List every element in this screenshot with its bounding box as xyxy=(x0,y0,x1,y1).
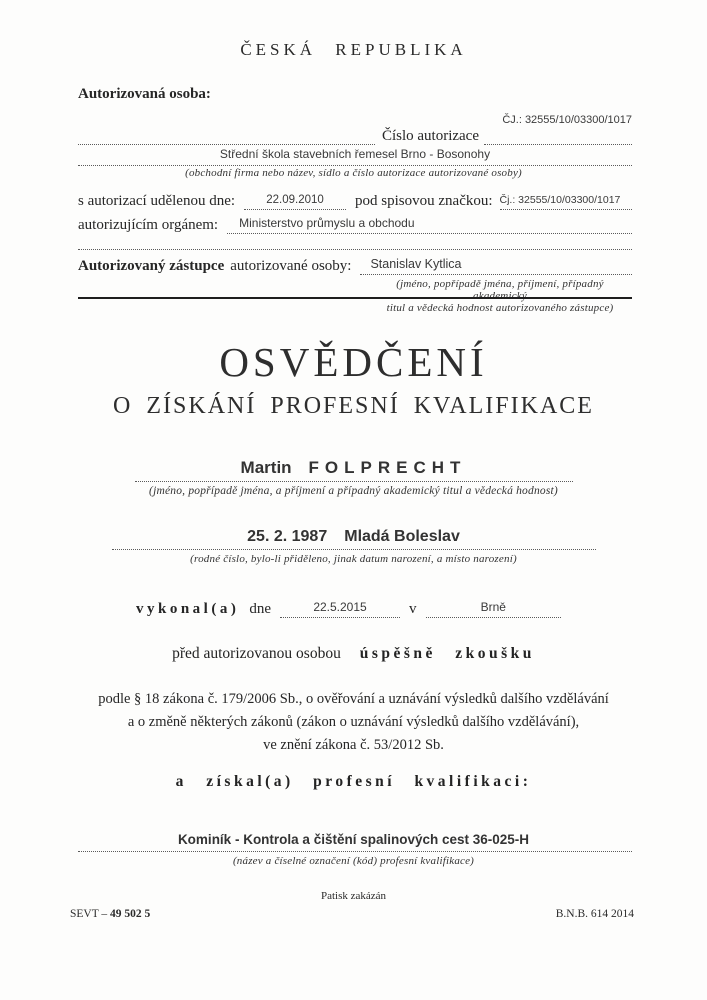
reference-number-top: ČJ.: 32555/10/03300/1017 xyxy=(502,114,632,126)
representative-note-line1: (jméno, popřípadě jména, příjmení, případný akademický xyxy=(396,278,604,302)
representative-label-bold: Autorizovaný zástupce xyxy=(78,258,225,274)
sevt-number: 49 502 5 xyxy=(110,908,151,920)
birth-place: Mladá Boleslav xyxy=(344,528,460,545)
granted-row xyxy=(78,190,632,210)
representative-label-rest: autorizované osoby: xyxy=(230,258,352,274)
file-ref-field xyxy=(500,190,632,210)
authorization-number-row xyxy=(78,128,632,145)
qualification-note: (název a číselné označení (kód) profesní kvalifikace) xyxy=(232,855,475,867)
representative-note xyxy=(368,278,632,314)
footer-form-code xyxy=(70,908,150,920)
legal-line2: a o změně některých zákonů (zákon o uznávání výsledků dalšího vzdělávání), xyxy=(127,714,580,730)
legal-line3: ve znění zákona č. 53/2012 Sb. xyxy=(263,737,444,753)
authority-field xyxy=(227,214,632,234)
exam-result: úspěšně zkoušku xyxy=(359,645,535,662)
exam-place: Brně xyxy=(480,600,506,614)
file-ref-value: Čj.: 32555/10/03300/1017 xyxy=(499,194,621,206)
exam-place-field xyxy=(426,598,561,618)
organization-name-field xyxy=(78,145,632,166)
holder-first-name: Martin xyxy=(240,458,292,477)
granted-date: 22.09.2010 xyxy=(266,194,324,206)
granted-date-field xyxy=(244,190,346,210)
dne-label: dne xyxy=(249,601,272,617)
exam-date-field xyxy=(280,598,400,618)
organization-name: Střední škola stavebních řemesel Brno - Bosonohy xyxy=(219,147,491,161)
representative-name: Stanislav Kytlica xyxy=(370,257,462,271)
gained-qualification-label: a získal(a) profesní kvalifikaci: xyxy=(175,773,532,790)
no-reprint-notice: Patisk zakázán xyxy=(320,890,387,902)
representative-name-field xyxy=(360,255,632,275)
exam-row xyxy=(136,598,561,618)
holder-last-name: FOLPRECHT xyxy=(308,458,467,477)
birth-date: 25. 2. 1987 xyxy=(247,528,328,545)
representative-row xyxy=(78,255,632,275)
authority-value: Ministerstvo průmyslu a obchodu xyxy=(239,216,415,230)
main-title: OSVĚDČENÍ xyxy=(219,339,488,385)
granted-label: s autorizací udělenou dne: xyxy=(78,193,236,209)
authority-label: autorizujícím orgánem: xyxy=(78,217,219,233)
legal-line1: podle § 18 zákona č. 179/2006 Sb., o ověřování a uznávání výsledků dalšího vzdělávání xyxy=(98,691,609,707)
organization-note: (obchodní firma nebo název, sídlo a číslo autorizace autorizované osoby) xyxy=(185,167,522,179)
dotted-separator xyxy=(78,249,632,250)
dotted-line xyxy=(112,549,596,550)
birth-note: (rodné číslo, bylo-li přiděleno, jinak datum narození, a místo narození) xyxy=(190,553,517,565)
holder-name-note: (jméno, popřípadě jména, a příjmení a případný akademický titul a vědecká hodnost) xyxy=(149,485,558,497)
holder-name-row xyxy=(0,458,707,478)
sevt-prefix: SEVT – xyxy=(70,908,111,920)
legal-paragraph xyxy=(0,688,707,757)
dotted-line xyxy=(135,481,573,482)
country-title: ČESKÁ REPUBLIKA xyxy=(240,40,467,59)
performed-label: vykonal(a) xyxy=(136,601,240,617)
birth-row xyxy=(0,528,707,546)
exam-date: 22.5.2015 xyxy=(313,600,367,614)
footer-print-code: B.N.B. 614 2014 xyxy=(555,908,634,920)
authorization-number-label: Číslo autorizace xyxy=(381,128,479,144)
file-ref-label: pod spisovou značkou: xyxy=(355,193,493,209)
result-row xyxy=(0,645,707,663)
representative-note-line2: titul a vědecká hodnost autorizovaného zástupce) xyxy=(386,302,614,314)
before-label: před autorizovanou osobou xyxy=(172,645,341,662)
dotted-line xyxy=(78,851,632,852)
qualification-name: Kominík - Kontrola a čištění spalinových cest 36-025-H xyxy=(177,832,530,847)
subtitle: O ZÍSKÁNÍ PROFESNÍ KVALIFIKACE xyxy=(113,393,594,419)
authority-row xyxy=(78,214,632,234)
solid-rule xyxy=(78,297,632,299)
v-label: v xyxy=(409,601,417,617)
authorized-person-label: Autorizovaná osoba: xyxy=(78,86,211,102)
